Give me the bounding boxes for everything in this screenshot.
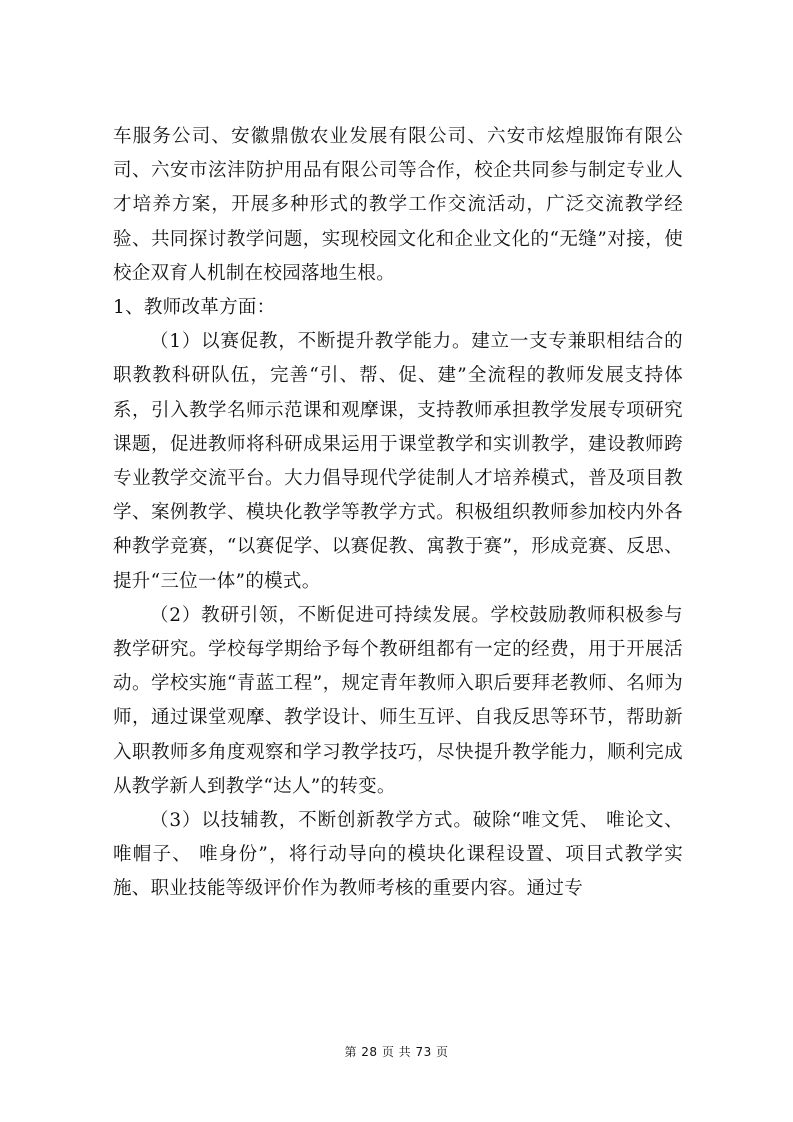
paragraph-competition-teaching: （1）以赛促教，不断提升教学能力。建立一支专兼职相结合的职教教科研队伍，完善“引、帮、促、建”全流程的教师发展支持体系，引入教学名师示范课和观摩课，支持教师承担教学发展专项研究课题，促进教师将科研成果运用于课堂教学和实训教学，建设教师跨专业教学交流平台。大力倡导现代学徒制人才培养模式，普及项目教学、案例教学、模块化教学等教学方式。积极组织教师参加校内外各种教学竞赛，“以赛促学、以赛促教、寓教于赛”，形成竞赛、反思、提升“三位一体”的模式。 <box>113 331 683 592</box>
paragraph-research-guidance: （2）教研引领，不断促进可持续发展。学校鼓励教师积极参与教学研究。学校每学期给予每个教研组都有一定的经费，用于开展活动。学校实施“青蓝工程”，规定青年教师入职后要拜老教师、名师为师，通过课堂观摩、教学设计、师生互评、自我反思等环节，帮助新入职教师多角度观察和学习教学技巧，尽快提升教学能力，顺利完成从教学新人到教学“达人”的转变。 <box>113 604 683 797</box>
paragraph-partnership: 车服务公司、安徽鼎傲农业发展有限公司、六安市炫煌服饰有限公司、六安市泫沣防护用品有限公司等合作，校企共同参与制定专业人才培养方案，开展多种形式的教学工作交流活动，广泛交流教学经验、共同探讨教学问题，实现校园文化和企业文化的“无缝”对接，使校企双育人机制在校园落地生根。 <box>113 126 683 284</box>
page-number-footer: 第 28 页 共 73 页 <box>344 1045 449 1059</box>
paragraph-skill-teaching: （3）以技辅教，不断创新教学方式。破除“唯文凭、 唯论文、唯帽子、 唯身份”，将行动导向的模块化课程设置、项目式教学实施、职业技能等级评价作为教师考核的重要内容。通过专 <box>113 810 683 900</box>
section-heading-teacher-reform: 1、教师改革方面： <box>113 297 276 319</box>
document-body <box>113 120 683 907</box>
